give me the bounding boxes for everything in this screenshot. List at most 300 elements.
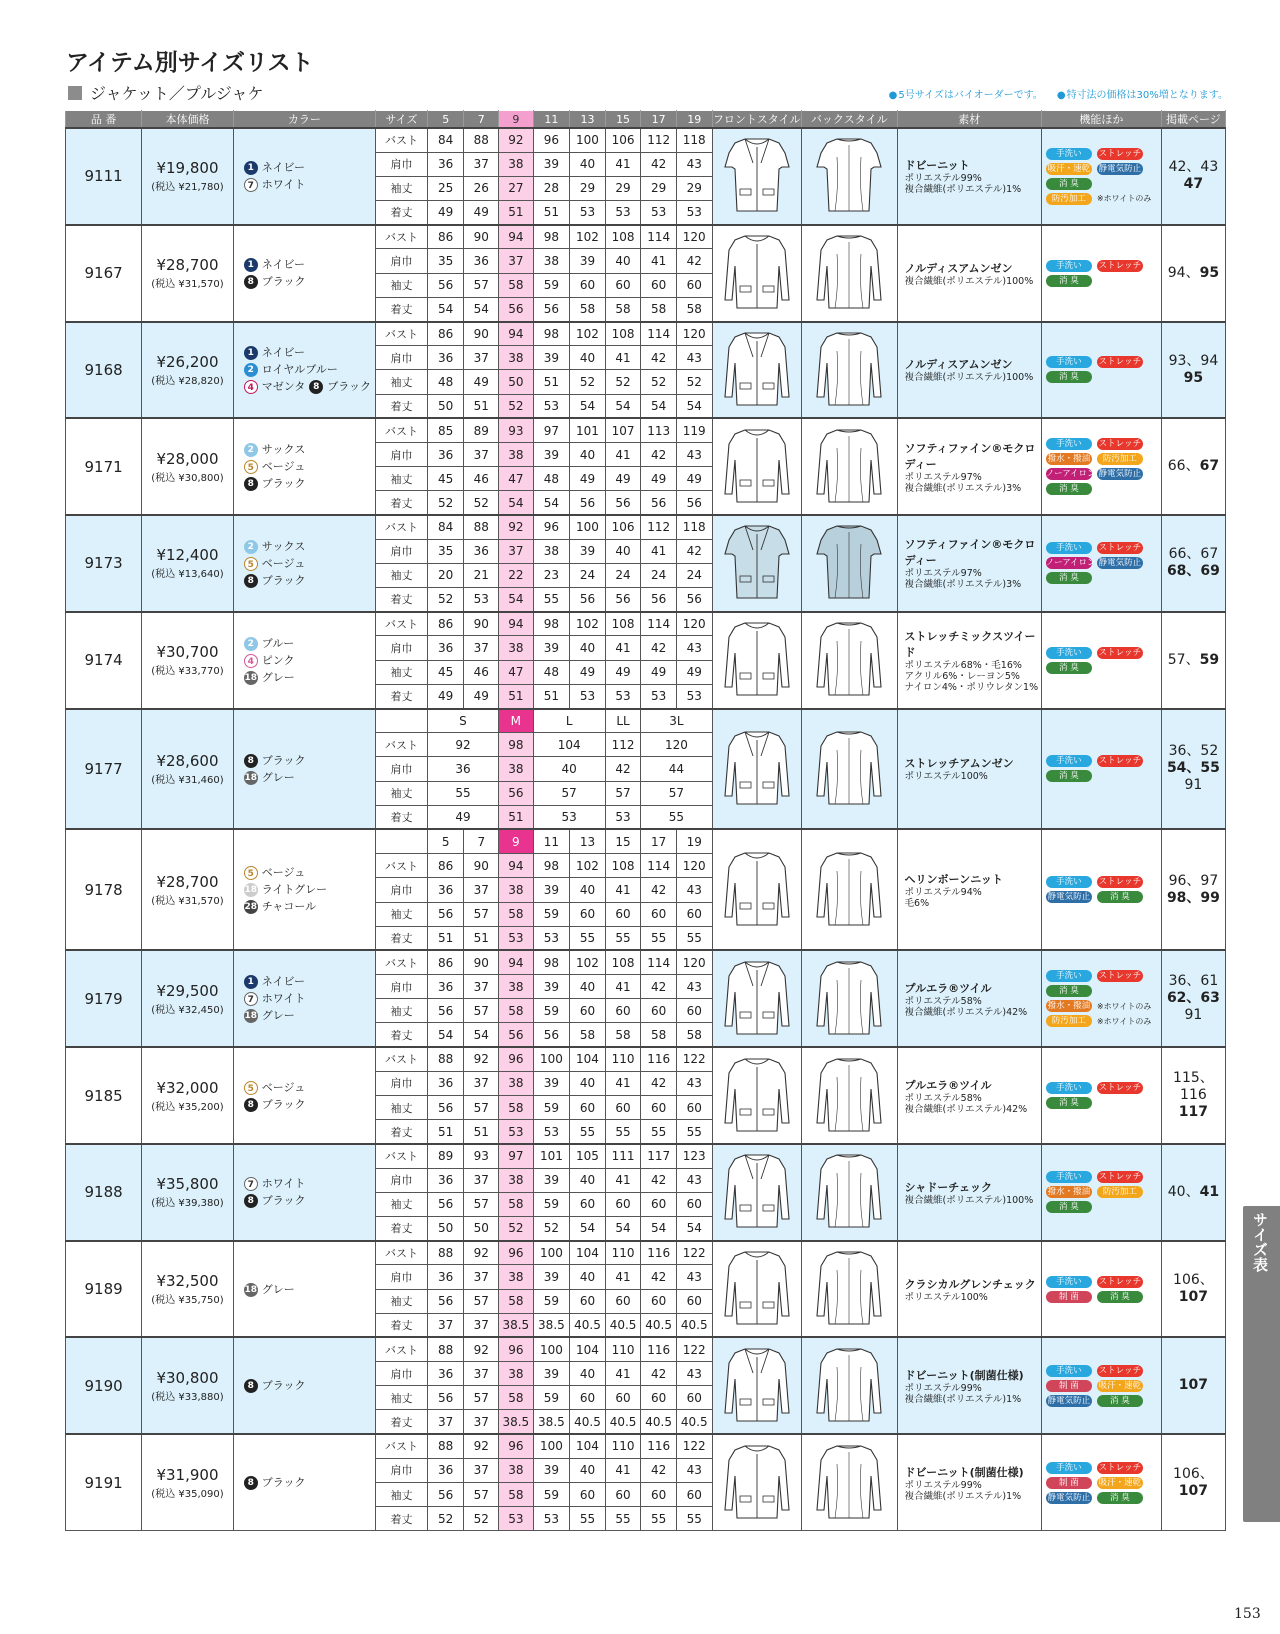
measure-label: バスト	[376, 733, 428, 757]
item-9174	[66, 612, 1226, 709]
measure-value: 57	[641, 781, 712, 805]
front-style	[712, 322, 801, 419]
measure-value: 20	[427, 563, 464, 587]
color-option	[244, 1079, 375, 1096]
measure-value: 53	[464, 588, 499, 612]
material-detail: 複合繊維(ポリエステル)1%	[904, 1490, 1022, 1502]
measure-label: 着丈	[376, 926, 428, 950]
page-ref: 54、55	[1166, 760, 1220, 777]
measure-value: 40	[605, 249, 641, 273]
measure-value: 60	[676, 902, 712, 926]
measure-value: 60	[570, 1386, 606, 1410]
measure-value: 45	[427, 467, 464, 491]
item-colors	[233, 225, 375, 322]
measure-label: 肩巾	[376, 1168, 428, 1192]
measure-value: 41	[605, 346, 641, 370]
measure-value: 54	[570, 1216, 606, 1240]
function-badge: 消 臭	[1097, 1395, 1143, 1407]
measure-value: 51	[464, 394, 499, 418]
measure-value: 51	[533, 370, 570, 394]
measure-value: 55	[427, 781, 498, 805]
measure-value: 49	[427, 805, 498, 829]
page-ref	[1179, 1377, 1208, 1393]
color-name: ブルー	[261, 636, 295, 650]
item-code	[66, 950, 142, 1047]
function-note: ※ホワイトのみ	[1096, 1001, 1152, 1011]
measure-value: 37	[464, 1071, 499, 1095]
function-row	[1046, 542, 1157, 554]
functions	[1041, 829, 1161, 950]
measure-value: 40	[570, 1362, 606, 1386]
measure-value: 40	[570, 1458, 606, 1482]
function-badge: ストレッチ	[1098, 439, 1142, 450]
measure-value: 38.5	[533, 1313, 570, 1337]
side-tab-size-table[interactable]: サイズ表	[1243, 1206, 1280, 1522]
measure-value: 113	[641, 418, 677, 442]
measure-value: 52	[499, 1216, 534, 1240]
measure-label: 着丈	[376, 1410, 428, 1434]
measure-value: 42	[641, 1168, 677, 1192]
function-badge: 消 臭	[1097, 1492, 1143, 1504]
price-tax: (税込 ¥35,200)	[151, 1101, 224, 1113]
material-name: ソフティファイン®モクロディー	[904, 441, 1036, 471]
function-row	[1046, 193, 1157, 205]
item-code	[66, 829, 142, 950]
price-tax: (税込 ¥30,800)	[151, 472, 224, 484]
function-badge: 消 臭	[1097, 1291, 1143, 1303]
measure-value: 120	[676, 950, 712, 974]
measure-value: 38	[533, 249, 570, 273]
measure-label: バスト	[376, 1337, 428, 1361]
measure-value: 39	[570, 249, 606, 273]
functions	[1041, 1047, 1161, 1144]
measure-value: 54	[605, 394, 641, 418]
measure-label: 着丈	[376, 491, 428, 515]
item-price	[142, 418, 233, 515]
function-row	[1046, 1082, 1157, 1094]
item-code-text: 9179	[84, 989, 123, 1008]
measure-value: 49	[605, 660, 641, 684]
measure-value: 111	[605, 1144, 641, 1168]
measure-value: 55	[676, 1507, 712, 1531]
function-badge: ストレッチ	[1098, 877, 1142, 888]
back-style-illustration	[813, 847, 885, 933]
function-badge: ストレッチ	[1098, 1083, 1142, 1093]
measure-label: バスト	[376, 1241, 428, 1265]
material-detail: ポリエステル94%	[904, 886, 982, 898]
color-option	[244, 864, 375, 881]
measure-label: 袖丈	[376, 273, 428, 297]
material	[897, 1434, 1041, 1531]
front-style	[712, 950, 801, 1047]
function-badge: 消 臭	[1046, 662, 1092, 674]
measure-value: 108	[605, 322, 641, 346]
item-price	[142, 225, 233, 322]
function-row	[1046, 1492, 1157, 1504]
item-code-text: 9174	[84, 651, 123, 670]
material	[897, 225, 1041, 322]
material-name: ドビーニット(制菌仕様)	[904, 1368, 1024, 1382]
back-style-illustration	[813, 520, 885, 606]
measure-value: 37	[464, 1265, 499, 1289]
color-option	[244, 361, 375, 378]
item-price	[142, 829, 233, 950]
measure-value: 51	[464, 926, 499, 950]
size-label-empty	[376, 709, 428, 733]
measure-value: 54	[464, 1023, 499, 1047]
measure-value: 53	[533, 394, 570, 418]
function-badge: ストレッチ	[1098, 1172, 1142, 1183]
color-number-icon: 8	[244, 1476, 258, 1490]
functions	[1041, 515, 1161, 612]
measure-value: 98	[533, 225, 570, 249]
item-9185	[66, 1047, 1226, 1144]
measure-value: 52	[641, 370, 677, 394]
header-cell: 掲載ページ	[1161, 111, 1225, 129]
page-refs	[1161, 128, 1225, 225]
function-row	[1046, 1462, 1157, 1474]
measure-value: 93	[499, 418, 534, 442]
item-9171	[66, 418, 1226, 515]
function-badge: 手洗い	[1046, 1365, 1092, 1377]
page-ref: 57、	[1167, 651, 1200, 668]
color-number-icon: 5	[244, 1081, 258, 1095]
measure-value: 56	[427, 1483, 464, 1507]
measure-value: 50	[499, 370, 534, 394]
function-note: ※ホワイトのみ	[1096, 194, 1152, 204]
front-style-illustration	[721, 956, 793, 1042]
front-style	[712, 1434, 801, 1531]
color-option	[244, 973, 375, 990]
item-price	[142, 128, 233, 225]
measure-value: 57	[464, 273, 499, 297]
color-option	[244, 159, 375, 176]
measure-value: 55	[605, 1507, 641, 1531]
measure-value: 94	[499, 950, 534, 974]
function-badge: 消 臭	[1046, 483, 1092, 495]
color-option	[244, 176, 375, 193]
measure-value: 41	[605, 152, 641, 176]
front-style	[712, 1047, 801, 1144]
color-number-icon: 7	[244, 992, 258, 1006]
measure-value: 94	[499, 225, 534, 249]
measure-value: 105	[570, 1144, 606, 1168]
item-colors	[233, 128, 375, 225]
function-row	[1046, 1365, 1157, 1377]
measure-value: 54	[427, 297, 464, 321]
back-style-illustration	[813, 956, 885, 1042]
measure-value: 38.5	[533, 1410, 570, 1434]
function-badge: ストレッチ	[1098, 647, 1142, 658]
function-badge: 制 菌	[1046, 1380, 1092, 1392]
item-price	[142, 1241, 233, 1338]
color-option	[244, 441, 375, 458]
functions	[1041, 709, 1161, 830]
measure-value: 60	[570, 273, 606, 297]
size-header: 7	[464, 829, 499, 853]
measure-value: 55	[570, 926, 606, 950]
price-tax: (税込 ¥32,450)	[151, 1004, 224, 1016]
measure-value: 53	[499, 1507, 534, 1531]
table-row	[66, 950, 1226, 974]
function-badge: 消 臭	[1046, 178, 1092, 190]
measure-value: 49	[427, 201, 464, 225]
function-badge: 手洗い	[1046, 1276, 1092, 1288]
front-style-illustration	[721, 726, 793, 812]
measure-value: 50	[464, 1216, 499, 1240]
page-refs	[1161, 515, 1225, 612]
color-option	[244, 1007, 375, 1024]
header-cell: 17	[641, 111, 677, 129]
table-row	[66, 709, 1226, 733]
item-colors	[233, 1241, 375, 1338]
function-badge: 制 菌	[1046, 1291, 1092, 1303]
measure-value: 36	[464, 249, 499, 273]
function-row	[1046, 468, 1157, 480]
function-row	[1046, 1395, 1157, 1407]
function-badge: 静電気防止	[1098, 469, 1142, 480]
color-number-icon: 2	[244, 363, 258, 377]
back-style-illustration	[813, 726, 885, 812]
measure-value: 114	[641, 950, 677, 974]
function-row	[1046, 1477, 1157, 1489]
color-option	[244, 1474, 375, 1491]
measure-value: 56	[570, 491, 606, 515]
measure-value: 100	[533, 1047, 570, 1071]
material-name: クラシカルグレンチェック	[904, 1277, 1036, 1291]
measure-label: 着丈	[376, 394, 428, 418]
measure-value: 40	[570, 346, 606, 370]
measure-value: 60	[641, 1386, 677, 1410]
color-number-icon: 7	[244, 1177, 258, 1191]
measure-value: 114	[641, 854, 677, 878]
front-style-illustration	[721, 1053, 793, 1139]
color-name: ベージュ	[261, 556, 306, 570]
color-option	[244, 990, 375, 1007]
size-header: 5	[427, 829, 464, 853]
measure-value: 60	[570, 999, 606, 1023]
measure-label: 肩巾	[376, 152, 428, 176]
material-name: ストレッチアムンゼン	[904, 757, 1014, 771]
back-style-illustration	[813, 1440, 885, 1526]
measure-value: 56	[427, 273, 464, 297]
measure-value: 29	[676, 176, 712, 200]
measure-value: 26	[464, 176, 499, 200]
measure-value: 37	[464, 1458, 499, 1482]
function-row	[1046, 1015, 1157, 1027]
function-row	[1046, 1380, 1157, 1392]
function-badge: 吸汗・速乾	[1047, 163, 1091, 174]
measure-value: 51	[499, 805, 534, 829]
function-row	[1046, 1291, 1157, 1303]
measure-value: 102	[570, 854, 606, 878]
measure-value: 102	[570, 225, 606, 249]
page-ref: 117	[1178, 1104, 1209, 1120]
measure-label: 着丈	[376, 1120, 428, 1144]
measure-value: 58	[570, 297, 606, 321]
measure-value: 52	[427, 1507, 464, 1531]
table-row	[66, 1434, 1226, 1458]
page-refs	[1161, 418, 1225, 515]
price-tax: (税込 ¥33,880)	[151, 1391, 224, 1403]
page-ref: 93、94	[1168, 352, 1219, 369]
measure-value: 55	[570, 1507, 606, 1531]
item-colors	[233, 322, 375, 419]
price-value: ¥35,800	[156, 1175, 219, 1194]
measure-value: 38	[499, 1168, 534, 1192]
page-ref-bold: 41	[1199, 1183, 1220, 1200]
measure-value: 43	[676, 636, 712, 660]
front-style	[712, 225, 801, 322]
measure-value: 39	[533, 442, 570, 466]
function-badge: 防汚加工	[1046, 1015, 1092, 1027]
material-detail: 複合繊維(ポリエステル)100%	[904, 275, 1034, 287]
function-row	[1046, 163, 1157, 175]
letter-size-header: S	[427, 709, 498, 733]
measure-value: 60	[605, 999, 641, 1023]
measure-value: 39	[533, 152, 570, 176]
measure-value: 49	[464, 370, 499, 394]
measure-value: 58	[499, 273, 534, 297]
measure-label: 肩巾	[376, 249, 428, 273]
size-table	[65, 110, 1226, 1531]
measure-label: 袖丈	[376, 1289, 428, 1313]
back-style	[801, 322, 897, 419]
color-name: ブラック	[261, 753, 306, 767]
measure-value: 59	[533, 273, 570, 297]
page-ref: 115、116	[1173, 1070, 1214, 1103]
measure-label: 袖丈	[376, 563, 428, 587]
page-refs	[1161, 612, 1225, 709]
measure-value: 59	[533, 1483, 570, 1507]
measure-value: 118	[676, 515, 712, 539]
measure-value: 53	[499, 1120, 534, 1144]
page-ref	[1168, 1184, 1219, 1200]
function-row	[1046, 572, 1157, 584]
page-ref-bold: 107	[1178, 1289, 1209, 1305]
measure-label: バスト	[376, 515, 428, 539]
front-style	[712, 612, 801, 709]
measure-value: 44	[641, 757, 712, 781]
measure-value: 28	[533, 176, 570, 200]
measure-value: 53	[533, 1507, 570, 1531]
table-row	[66, 225, 1226, 249]
size-header: 13	[570, 829, 606, 853]
function-badge: 手洗い	[1046, 647, 1092, 659]
item-colors	[233, 1047, 375, 1144]
measure-value: 53	[676, 684, 712, 708]
measure-value: 53	[533, 1120, 570, 1144]
function-row	[1046, 1276, 1157, 1288]
material-name: ソフティファイン®モクロディー	[904, 538, 1036, 568]
header-cell: 15	[605, 111, 641, 129]
page-ref: 91	[1184, 1007, 1203, 1024]
measure-value: 42	[641, 636, 677, 660]
color-name: ブラック	[327, 380, 372, 394]
measure-value: 43	[676, 878, 712, 902]
measure-value: 60	[641, 1096, 677, 1120]
measure-value: 59	[533, 1289, 570, 1313]
measure-value: 58	[605, 1023, 641, 1047]
page-ref: 42、43	[1168, 159, 1219, 176]
measure-value: 51	[427, 926, 464, 950]
measure-label: 着丈	[376, 1216, 428, 1240]
color-number-icon: 5	[244, 557, 258, 571]
measure-label: 着丈	[376, 805, 428, 829]
measure-label: 袖丈	[376, 467, 428, 491]
color-number-icon: 8	[309, 380, 323, 394]
measure-value: 54	[605, 1216, 641, 1240]
measure-value: 35	[427, 249, 464, 273]
item-code-text: 9191	[84, 1473, 123, 1492]
measure-value: 55	[641, 1120, 677, 1144]
measure-value: 104	[570, 1047, 606, 1071]
front-style-illustration	[721, 133, 793, 219]
measure-value: 55	[533, 588, 570, 612]
color-option	[244, 273, 375, 290]
function-row	[1046, 178, 1157, 190]
function-badge: 消 臭	[1046, 1097, 1092, 1109]
measure-value: 104	[570, 1337, 606, 1361]
item-code	[66, 128, 142, 225]
measure-value: 57	[605, 781, 641, 805]
item-price	[142, 709, 233, 830]
measure-value: 58	[641, 297, 677, 321]
measure-value: 39	[533, 1362, 570, 1386]
measure-value: 88	[427, 1434, 464, 1458]
measure-value: 108	[605, 225, 641, 249]
measure-value: 55	[676, 926, 712, 950]
measure-value: 96	[533, 515, 570, 539]
measure-value: 40	[570, 975, 606, 999]
measure-value: 60	[676, 1386, 712, 1410]
color-option	[244, 1281, 375, 1298]
measure-value: 36	[427, 636, 464, 660]
measure-value: 56	[533, 297, 570, 321]
header-cell: 9	[499, 111, 534, 129]
measure-value: 120	[676, 225, 712, 249]
function-badge: 防汚加工	[1046, 193, 1092, 205]
measure-value: 100	[570, 128, 606, 152]
back-style	[801, 709, 897, 830]
measure-label: 着丈	[376, 588, 428, 612]
measure-value: 54	[570, 394, 606, 418]
back-style	[801, 1337, 897, 1434]
measure-value: 104	[570, 1434, 606, 1458]
measure-value: 58	[499, 1289, 534, 1313]
color-number-icon: 1	[244, 346, 258, 360]
color-number-icon: 8	[244, 275, 258, 289]
color-name: ブラック	[261, 1476, 306, 1490]
measure-value: 38	[533, 539, 570, 563]
color-option	[244, 1175, 375, 1192]
measure-value: 56	[605, 491, 641, 515]
measure-value: 60	[676, 273, 712, 297]
price-value: ¥32,500	[156, 1272, 219, 1290]
color-number-icon: 18	[244, 1284, 257, 1295]
measure-value: 92	[464, 1434, 499, 1458]
material	[897, 829, 1041, 950]
item-code-text: 9173	[84, 554, 123, 573]
function-badge: 吸汗・速乾	[1098, 1380, 1142, 1391]
measure-value: 96	[533, 128, 570, 152]
measure-value: 49	[641, 467, 677, 491]
function-badge: 手洗い	[1046, 970, 1092, 982]
measure-value: 58	[676, 297, 712, 321]
measure-value: 98	[499, 733, 534, 757]
price-tax: (税込 ¥35,750)	[151, 1295, 224, 1306]
page-ref-bold: 59	[1199, 651, 1220, 668]
